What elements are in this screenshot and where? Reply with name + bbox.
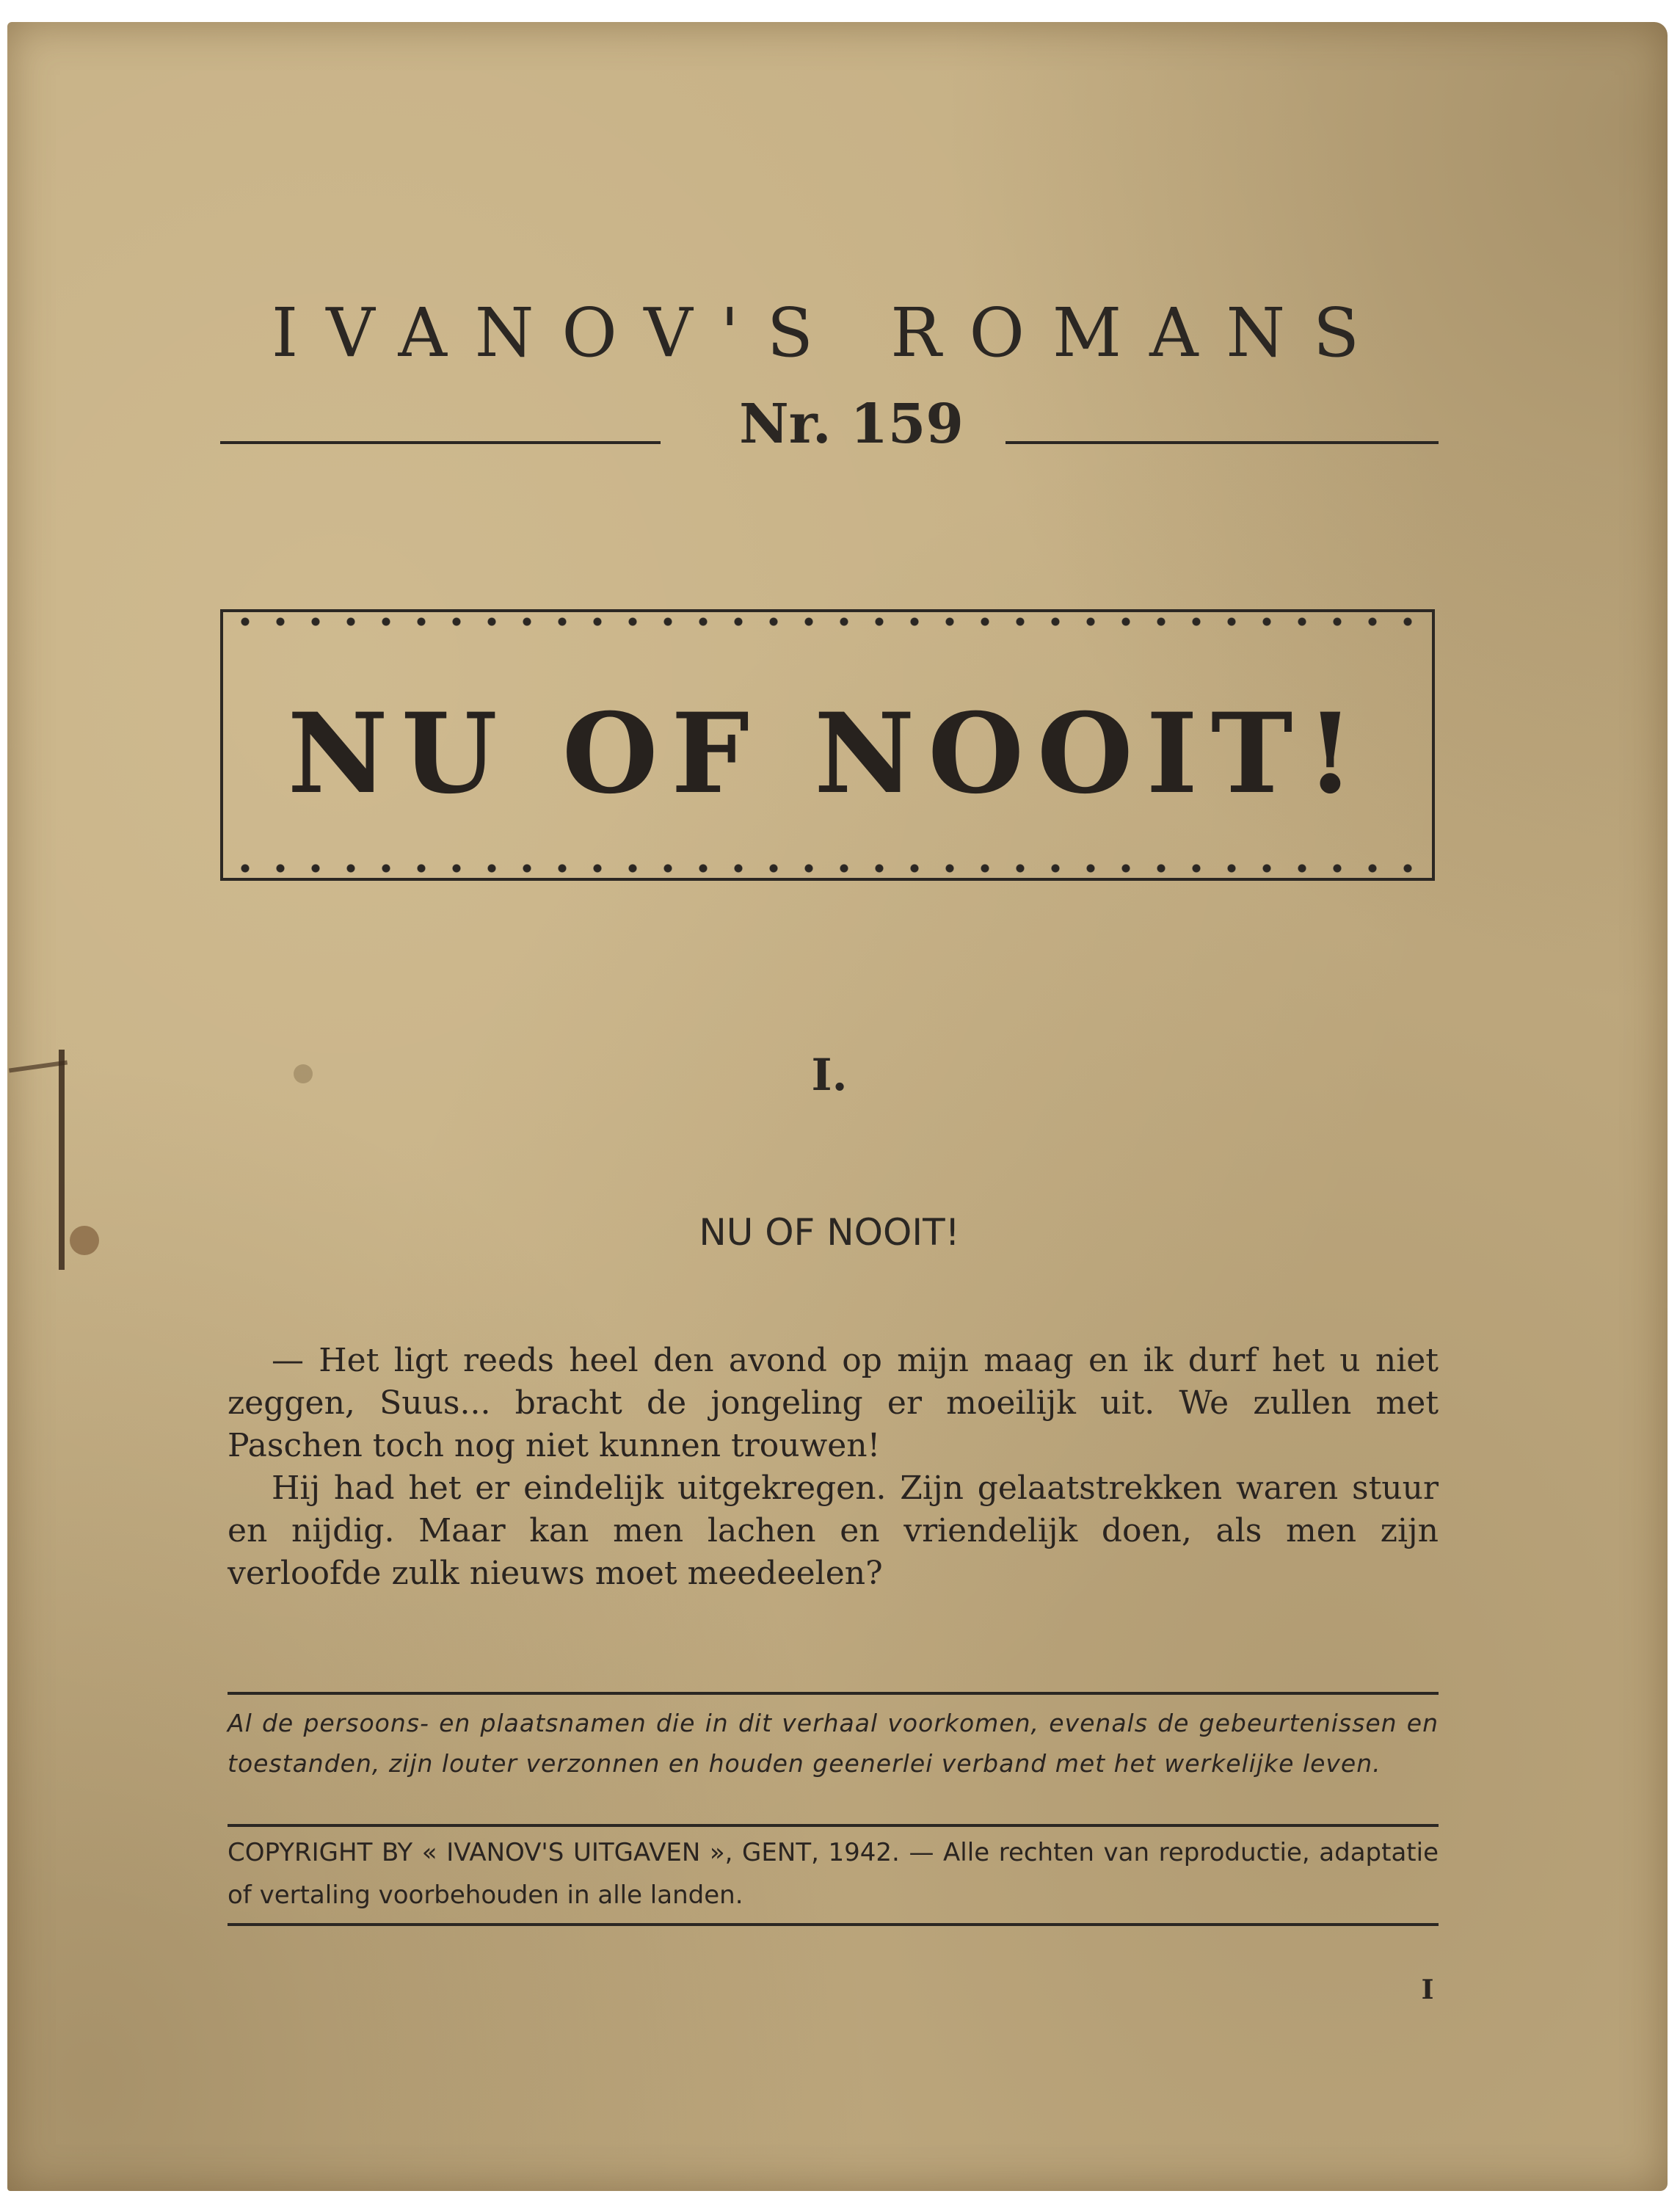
copyright-bottom-rule	[228, 1923, 1439, 1926]
series-number: Nr. 159	[739, 393, 964, 456]
body-paragraph: Hij had het er eindelijk uitgekregen. Zijn gelaatstrekken waren stuur en nijdig. Maar kan men lachen en vriendelijk doen, als men zijn verloofde zulk nieuws moet meedeelen?	[228, 1469, 1439, 1592]
series-name: IVANOV'S ROMANS	[271, 294, 1388, 372]
page-number: I	[1421, 1974, 1434, 2005]
disclaimer-top-rule	[228, 1692, 1439, 1695]
book-title: NU OF NOOIT!	[287, 689, 1368, 818]
copyright-top-rule	[228, 1824, 1439, 1827]
disclaimer-text: Al de persoons- en plaatsnamen die in dit verhaal voorkomen, evenals de gebeurtenissen en toestanden, zijn louter verzonnen en houden geenerlei verband met het werkelijke leven.	[228, 1709, 1439, 1778]
body-paragraph: — Het ligt reeds heel den avond op mijn maag en ik durf het u niet zeggen, Suus... bracht de jongeling er moeilijk uit. We zullen met Paschen toch nog niet kunnen trouwen!	[228, 1342, 1439, 1464]
paper-stain	[294, 1064, 313, 1083]
body-text	[228, 1340, 1439, 1595]
series-rule-left	[220, 441, 661, 444]
series-rule-right	[1006, 441, 1439, 444]
copyright-notice: COPYRIGHT BY « IVANOV'S UITGAVEN », GENT, 1942. — Alle rechten van reproductie, adaptatie of vertaling voorbehouden in alle landen.	[228, 1838, 1439, 1910]
title-frame	[220, 609, 1435, 881]
paper-stain	[70, 1226, 99, 1255]
book-page	[7, 22, 1668, 2191]
series-number-row	[220, 393, 1439, 466]
chapter-number: I.	[811, 1050, 848, 1101]
chapter-title: NU OF NOOIT!	[699, 1211, 960, 1254]
